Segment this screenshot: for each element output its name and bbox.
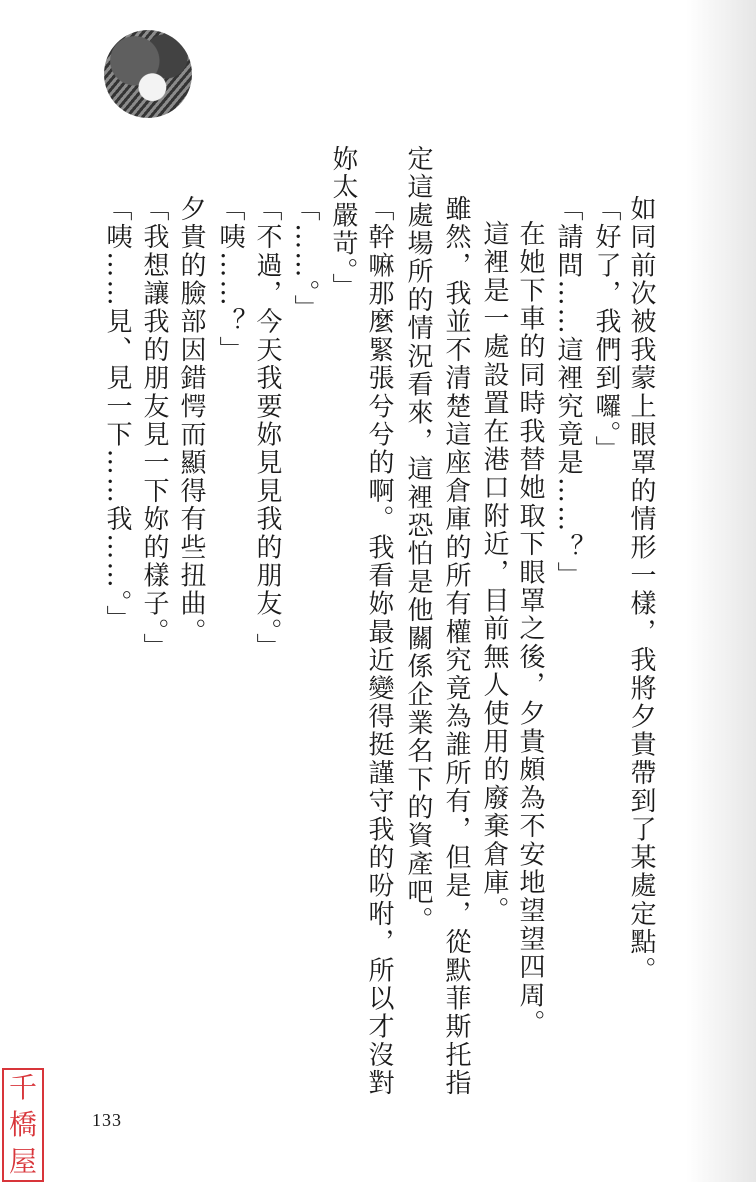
text-column: 如同前次被我蒙上眼罩的情形一樣，我將夕貴帶到了某處定點。 xyxy=(626,195,656,985)
text-column: 在她下車的同時我替她取下眼罩之後，夕貴頗為不安地望望四周。 xyxy=(515,220,545,1038)
character-portrait-image xyxy=(104,30,192,118)
seal-stamp-logo xyxy=(2,1068,44,1182)
text-column: 定這處場所的情況看來，這裡恐怕是他關係企業名下的資產吧。 xyxy=(403,145,433,935)
page-number: 133 xyxy=(92,1110,122,1130)
text-column: 妳太嚴苛。」 xyxy=(328,145,358,302)
text-column: 雖然，我並不清楚這座倉庫的所有權究竟為誰所有，但是，從默菲斯托指 xyxy=(441,195,471,1098)
page-edge-shadow xyxy=(686,0,756,1182)
seal-char: 橋 xyxy=(8,1107,37,1141)
text-column: 「請問……這裡究竟是……？」 xyxy=(553,195,583,590)
text-column: 「我想讓我的朋友見一下妳的樣子。」 xyxy=(139,195,169,662)
text-column: 這裡是一處設置在港口附近，目前無人使用的廢棄倉庫。 xyxy=(479,220,509,925)
text-column: 「咦……？」 xyxy=(215,195,245,365)
text-column: 「……。」 xyxy=(290,195,320,323)
text-column: 「不過，今天我要妳見見我的朋友。」 xyxy=(252,195,282,662)
seal-char: 千 xyxy=(8,1071,37,1105)
text-column: 「咦……見、見一下……我……。」 xyxy=(102,195,132,634)
text-column: 夕貴的臉部因錯愕而顯得有些扭曲。 xyxy=(176,195,206,647)
seal-char: 屋 xyxy=(8,1144,37,1178)
text-column: 「好了，我們到囉。」 xyxy=(591,195,621,464)
text-column: 「幹嘛那麼緊張兮兮的啊。我看妳最近變得挺謹守我的吩咐，所以才沒對 xyxy=(364,195,394,1098)
